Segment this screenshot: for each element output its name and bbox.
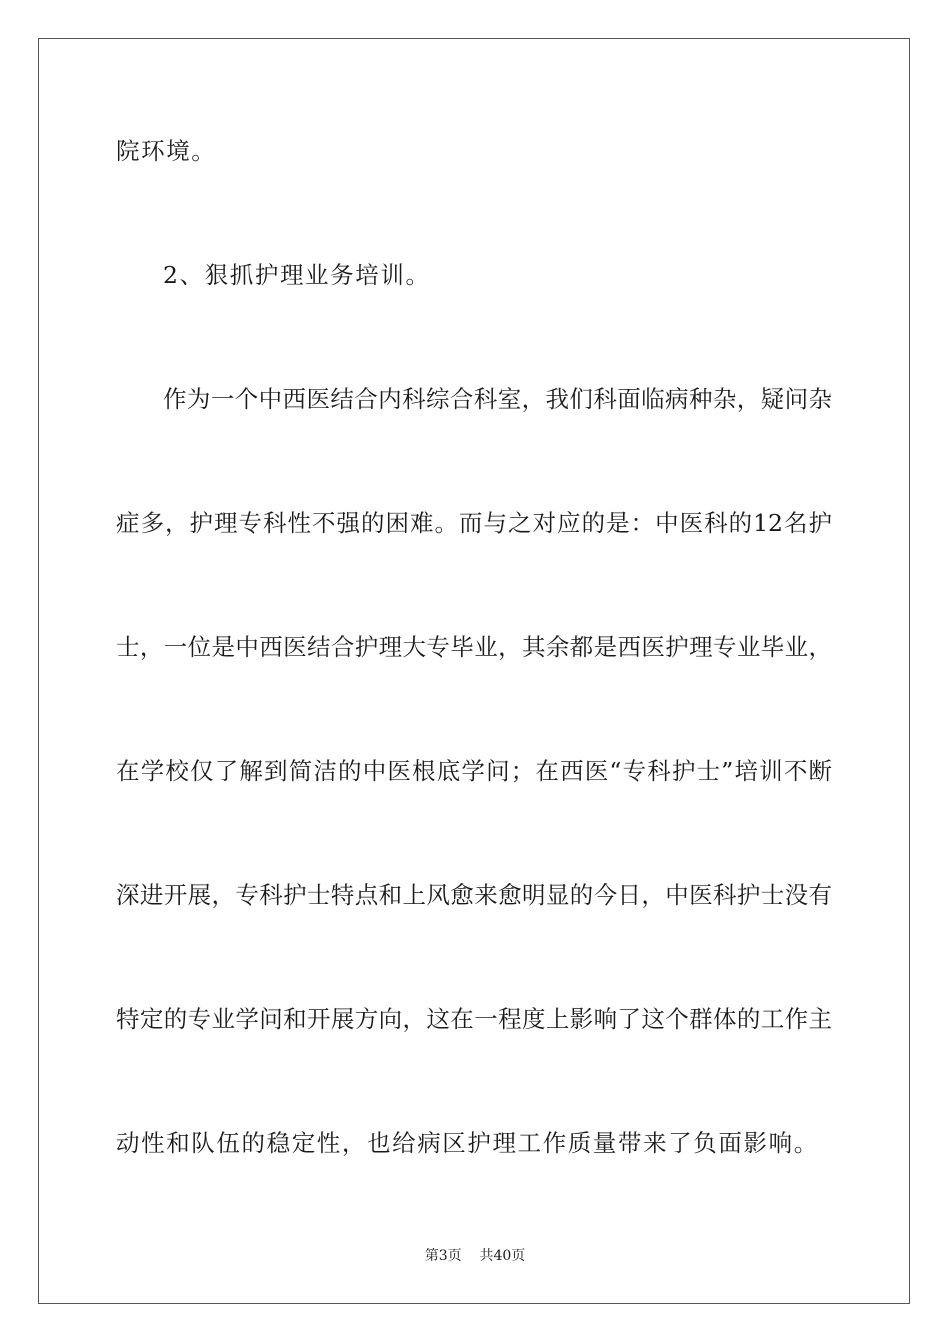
text-line-3: 作为一个中西医结合内科综合科室，我们科面临病种杂，疑问杂: [163, 385, 832, 413]
text-line-8: 特定的专业学问和开展方向，这在一程度上影响了这个群体的工作主: [116, 1005, 832, 1033]
text-line-5: 士，一位是中西医结合护理大专毕业，其余都是西医护理专业毕业，: [116, 633, 832, 661]
section-heading: 2、狠抓护理业务培训。: [163, 261, 431, 289]
page-number-footer: 第3页 共40页: [424, 1248, 526, 1264]
text-line-4: 症多，护理专科性不强的困难。而与之对应的是：中医科的12名护: [116, 509, 832, 537]
text-line-9: 动性和队伍的稳定性，也给病区护理工作质量带来了负面影响。: [116, 1129, 819, 1157]
page-border: [38, 38, 910, 1304]
text-line-7: 深进开展，专科护士特点和上风愈来愈明显的今日，中医科护士没有: [116, 881, 832, 909]
text-line-6: 在学校仅了解到简洁的中医根底学问；在西医“专科护士”培训不断: [116, 757, 832, 785]
text-line-1: 院环境。: [116, 137, 217, 165]
